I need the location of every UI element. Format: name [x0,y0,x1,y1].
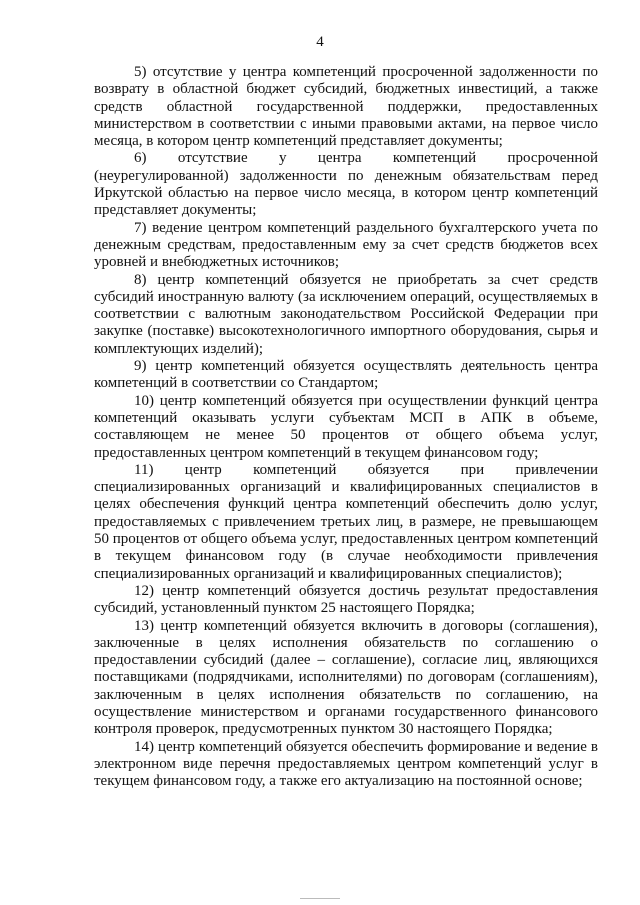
paragraph-item-7: 7) ведение центром компетенций раздельного бухгалтерского учета по денежным средствам, предоставленным ему за счет средств бюджетов всех уровней и внебюджетных источников; [94,219,598,271]
scan-artifact [300,898,340,899]
paragraph-item-11: 11) центр компетенций обязуется при привлечении специализированных организаций и квалифицированных специалистов в целях обеспечения функций центра компетенций обеспечить долю услуг, предоставляемых с привлечением третьих лиц, в размере, не превышающем 50 процентов от общего объема услуг, предоставленных центром компетенций в текущем финансовом году (в случае необходимости привлечения специализированных организаций и квалифицированных специалистов); [94,461,598,582]
paragraph-item-12: 12) центр компетенций обязуется достичь результат предоставления субсидий, установленный пунктом 25 настоящего Порядка; [94,582,598,617]
document-body [94,64,598,790]
paragraph-item-13: 13) центр компетенций обязуется включить в договоры (соглашения), заключенные в целях исполнения обязательств по соглашению о предоставлении субсидий (далее – соглашение), согласие лиц, являющихся поставщиками (подрядчиками, исполнителями) по договорам (соглашениям), заключенным в целях исполнения обязательств по соглашению, на осуществление министерством и органами государственного финансового контроля проверок, предусмотренных пунктом 30 настоящего Порядка; [94,617,598,738]
paragraph-item-9: 9) центр компетенций обязуется осуществлять деятельность центра компетенций в соответствии со Стандартом; [94,358,598,392]
paragraph-item-10: 10) центр компетенций обязуется при осуществлении функций центра компетенций оказывать услуги субъектам МСП в АПК в объеме, составляющем не менее 50 процентов от общего объема услуг, предоставленных центром компетенций в текущем финансовом году; [94,392,598,461]
paragraph-item-5: 5) отсутствие у центра компетенций просроченной задолженности по возврату в областной бюджет субсидий, бюджетных инвестиций, а также средств областной государственной поддержки, предоставленных министерством в соответствии с иными правовыми актами, на первое число месяца, в котором центр компетенций представляет документы; [94,64,598,150]
paragraph-item-6: 6) отсутствие у центра компетенций просроченной (неурегулированной) задолженности по денежным обязательствам перед Иркутской областью на первое число месяца, в котором центр компетенций представляет документы; [94,150,598,219]
page-number: 4 [316,34,324,50]
paragraph-item-14: 14) центр компетенций обязуется обеспечить формирование и ведение в электронном виде перечня предоставляемых центром компетенций услуг в текущем финансовом году, а также его актуализацию на постоянной основе; [94,738,598,790]
paragraph-item-8: 8) центр компетенций обязуется не приобретать за счет средств субсидий иностранную валюту (за исключением операций, осуществляемых в соответствии с валютным законодательством Российской Федерации при закупке (поставке) высокотехнологичного импортного оборудования, сырья и комплектующих изделий); [94,271,598,357]
